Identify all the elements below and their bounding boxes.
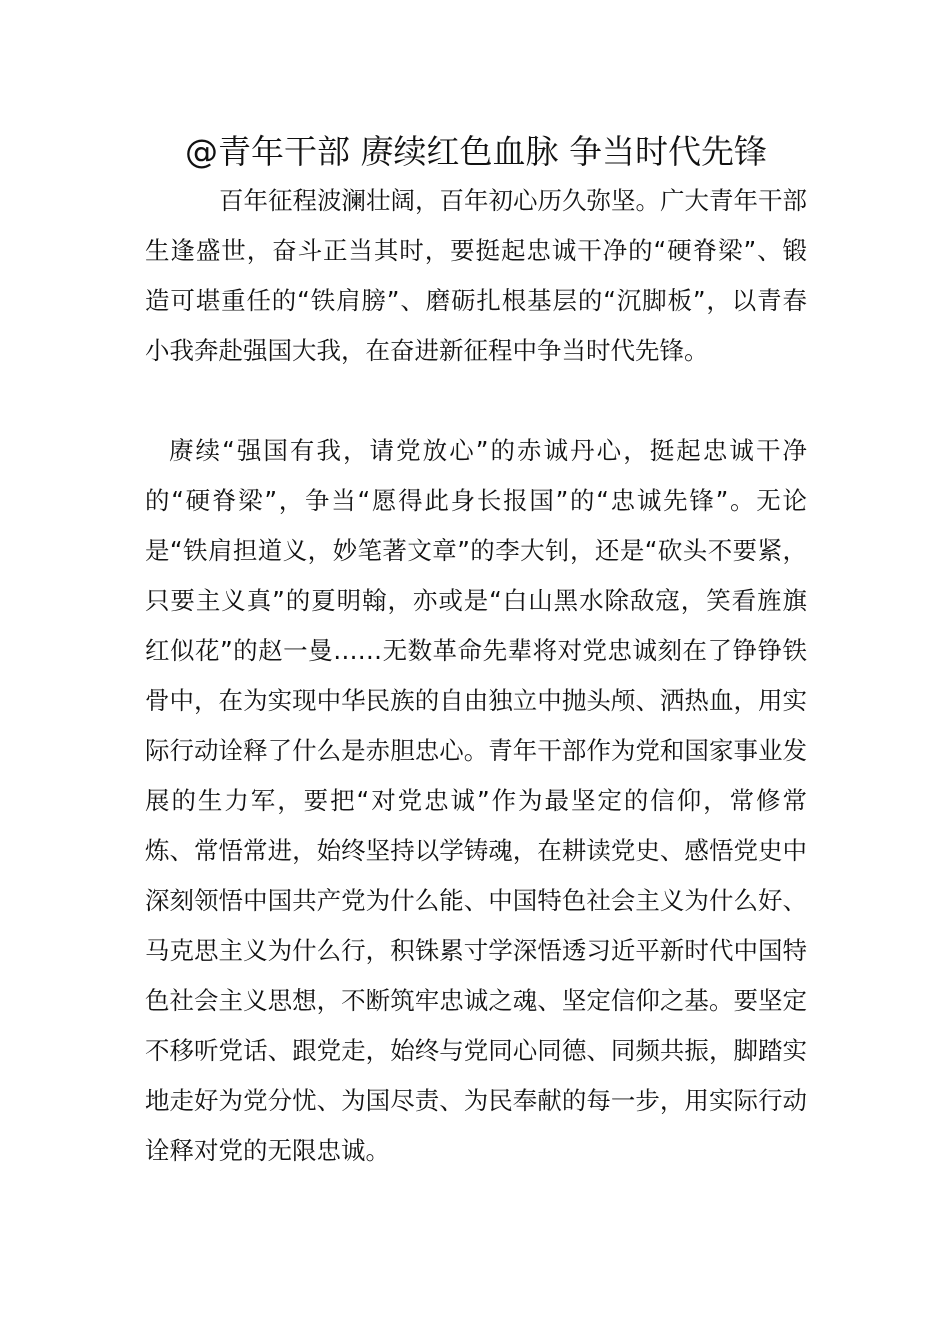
document-title: @青年干部 赓续红色血脉 争当时代先锋 xyxy=(185,132,767,171)
paragraph-loyalty: 赓续“强国有我，请党放心”的赤诚丹心，挺起忠诚干净的“硬脊梁”，争当“愿得此身长报国”的“忠诚先锋”。无论是“铁肩担道义，妙笔著文章”的李大钊，还是“砍头不要紧，只要主义真”的夏明翰，亦或是“白山黑水除敌寇，笑看旌旗红似花”的赵一曼……无数革命先辈将对党忠诚刻在了铮铮铁骨中，在为实现中华民族的自由独立中抛头颅、洒热血，用实际行动诠释了什么是赤胆忠心。青年干部作为党和国家事业发展的生力军，要把“对党忠诚”作为最坚定的信仰，常修常炼、常悟常进，始终坚持以学铸魂，在耕读党史、感悟党史中深刻领悟中国共产党为什么能、中国特色社会主义为什么好、马克思主义为什么行，积铢累寸学深悟透习近平新时代中国特色社会主义思想，不断筑牢忠诚之魂、坚定信仰之基。要坚定不移听党话、跟党走，始终与党同心同德、同频共振，脚踏实地走好为党分忧、为国尽责、为民奉献的每一步，用实际行动诠释对党的无限忠诚。 xyxy=(145,436,807,1165)
paragraph-intro: 百年征程波澜壮阔，百年初心历久弥坚。广大青年干部生逢盛世，奋斗正当其时，要挺起忠诚干净的“硬脊梁”、锻造可堪重任的“铁肩膀”、磨砺扎根基层的“沉脚板”，以青春小我奔赴强国大我，在奋进新征程中争当时代先锋。 xyxy=(145,186,807,365)
